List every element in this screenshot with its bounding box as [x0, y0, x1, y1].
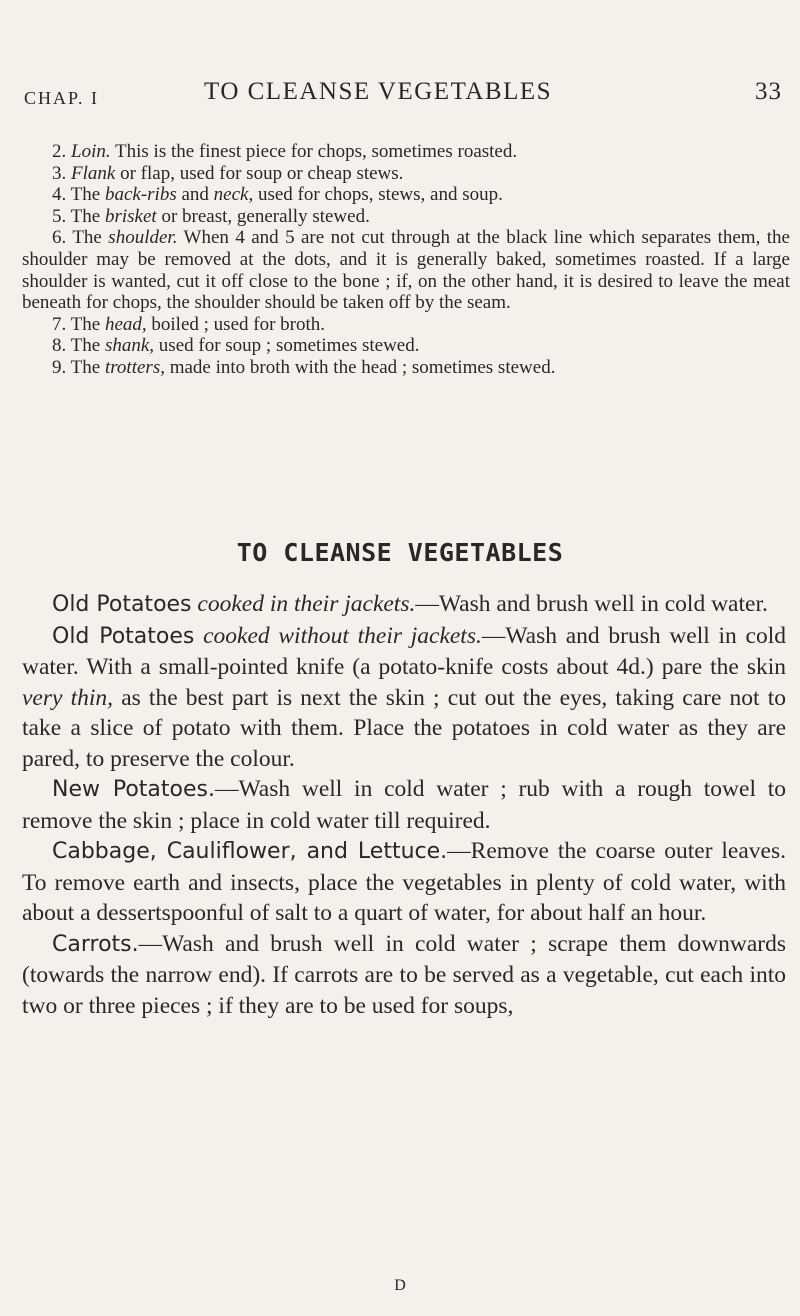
cut-item: 9. The trotters, made into broth with the head ; sometimes stewed. [52, 356, 556, 378]
recipe-paragraph: Old Potatoes cooked in their jackets.—Wash and brush well in cold water. [52, 591, 768, 617]
recipe-name: Old Potatoes [52, 592, 192, 617]
recipe-paragraph: Cabbage, Cauliflower, and Lettuce.—Remove the coarse outer leaves. To remove earth and insects, place the vegetables in plenty of cold water, with about a dessertspoonful of salt to a quart of water, for about half an hour. [22, 838, 786, 926]
cut-item: 4. The back-ribs and neck, used for chops, stews, and soup. [52, 184, 503, 206]
meat-cuts-list [22, 141, 790, 379]
recipe-name: Old Potatoes [52, 623, 195, 649]
recipe-paragraph: Old Potatoes cooked without their jackets.—Wash and brush well in cold water. With a small-pointed knife (a potato-knife costs about 4d.) pare the skin very thin, as the best part is next the skin ; cut out the eyes, taking care not to take a slice of potato with them. Place the potatoes in cold water as they are pared, to preserve the colour. [22, 622, 787, 772]
recipe-name: New Potatoes. [52, 777, 215, 802]
cut-item: 5. The brisket or breast, generally stewed. [52, 205, 370, 227]
running-title: TO CLEANSE VEGETABLES [204, 78, 553, 105]
cut-item: 2. Loin. This is the finest piece for chops, sometimes roasted. [52, 141, 518, 162]
vegetable-instructions [22, 589, 786, 1021]
page-number: 33 [755, 78, 782, 105]
recipe-name: Cabbage, Cauliflower, and Lettuce. [52, 839, 448, 864]
recipe-name: Carrots. [52, 931, 139, 957]
cut-item: 7. The head, boiled ; used for broth. [52, 313, 326, 335]
section-heading: TO CLEANSE VEGETABLES [236, 538, 564, 567]
recipe-paragraph: Carrots.—Wash and brush well in cold water ; scrape them downwards (towards the narrow end). If carrots are to be served as a vegetable, cut each into two or three pieces ; if they are to be used for soups, [22, 930, 786, 1019]
running-head [24, 78, 782, 118]
cut-item: 3. Flank or flap, used for soup or cheap stews. [52, 162, 404, 184]
signature-mark: D [394, 1277, 406, 1294]
cut-item: 6. The shoulder. When 4 and 5 are not cut through at the black line which separates them, the shoulder may be removed at the dots, and it is generally baked, sometimes roasted. If a large shoulder is wanted, cut it off close to the bone ; if, on the other hand, it is desired to leave the meat beneath for chops, the shoulder should be taken off by the seam. [22, 227, 790, 314]
chapter-label: CHAP. I [24, 88, 100, 108]
cut-item: 8. The shank, used for soup ; sometimes stewed. [52, 335, 420, 357]
recipe-paragraph: New Potatoes.—Wash well in cold water ; rub with a rough towel to remove the skin ; place in cold water till required. [22, 776, 787, 834]
